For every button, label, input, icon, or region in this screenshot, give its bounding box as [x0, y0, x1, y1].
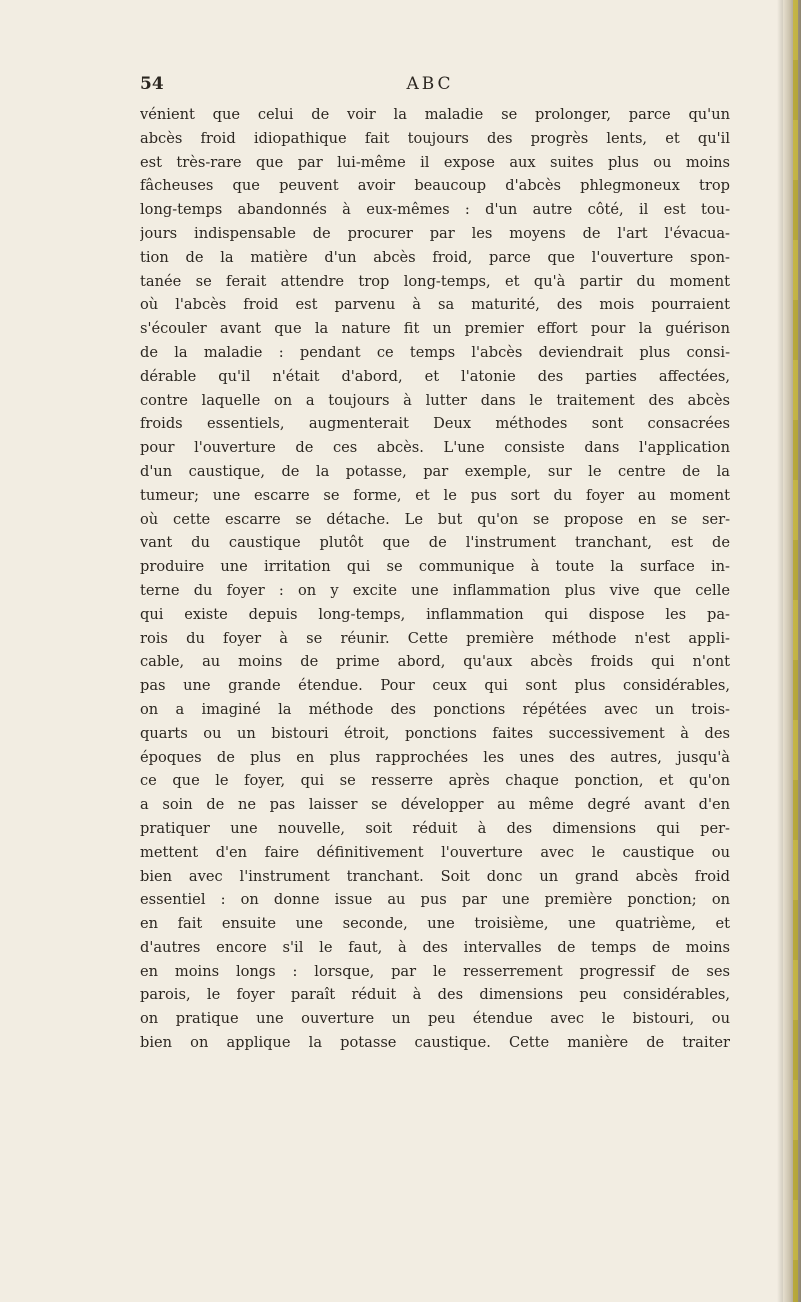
text-line: vant du caustique plutôt que de l'instrument tranchant, est de — [140, 534, 730, 552]
text-line: contre laquelle on a toujours à lutter dans le traitement des abcès — [140, 391, 730, 409]
text-line: froids essentiels, augmenterait Deux méthodes sont consacrées — [140, 415, 730, 433]
text-line: bien avec l'instrument tranchant. Soit donc un grand abcès froid — [140, 867, 730, 885]
book-spine — [783, 0, 801, 1302]
text-line: long-temps abandonnés à eux-mêmes : d'un autre côté, il est tou- — [140, 201, 730, 219]
text-line: bien on applique la potasse caustique. Cette manière de traiter — [140, 1034, 730, 1052]
text-line: ce que le foyer, qui se resserre après chaque ponction, et qu'on — [140, 772, 730, 790]
text-line: on pratique une ouverture un peu étendue avec le bistouri, ou — [140, 1010, 730, 1028]
page-number: 54 — [140, 74, 164, 94]
text-line: où l'abcès froid est parvenu à sa maturité, des mois pourraient — [140, 296, 730, 314]
text-line: s'écouler avant que la nature fit un premier effort pour la guérison — [140, 320, 730, 338]
text-line: de la maladie : pendant ce temps l'abcès deviendrait plus consi- — [140, 343, 730, 361]
text-line: parois, le foyer paraît réduit à des dimensions peu considérables, — [140, 986, 730, 1004]
text-line: pas une grande étendue. Pour ceux qui sont plus considérables, — [140, 677, 730, 695]
text-line: cable, au moins de prime abord, qu'aux abcès froids qui n'ont — [140, 653, 730, 671]
text-line: pratiquer une nouvelle, soit réduit à des dimensions qui per- — [140, 819, 730, 837]
text-line: on a imaginé la méthode des ponctions répétées avec un trois- — [140, 700, 730, 718]
text-line: essentiel : on donne issue au pus par une première ponction; on — [140, 891, 730, 909]
spine-binding-stripe — [793, 0, 798, 1302]
running-head: ABC — [406, 74, 454, 94]
text-line: mettent d'en faire définitivement l'ouverture avec le caustique ou — [140, 843, 730, 861]
text-line: terne du foyer : on y excite une inflammation plus vive que celle — [140, 581, 730, 599]
text-line: quarts ou un bistouri étroit, ponctions faites successivement à des — [140, 724, 730, 742]
text-line: jours indispensable de procurer par les moyens de l'art l'évacua- — [140, 224, 730, 242]
text-line: rois du foyer à se réunir. Cette première méthode n'est appli- — [140, 629, 730, 647]
text-line: tion de la matière d'un abcès froid, parce que l'ouverture spon- — [140, 248, 730, 266]
text-line: produire une irritation qui se communique à toute la surface in- — [140, 558, 730, 576]
text-line: d'un caustique, de la potasse, par exemple, sur le centre de la — [140, 462, 730, 480]
text-line: tumeur; une escarre se forme, et le pus sort du foyer au moment — [140, 486, 730, 504]
text-line: dérable qu'il n'était d'abord, et l'atonie des parties affectées, — [140, 367, 730, 385]
text-line: a soin de ne pas laisser se développer au même degré avant d'en — [140, 796, 730, 814]
text-line: où cette escarre se détache. Le but qu'on se propose en se ser- — [140, 510, 730, 528]
text-line: en fait ensuite une seconde, une troisième, une quatrième, et — [140, 915, 730, 933]
text-line: d'autres encore s'il le faut, à des intervalles de temps de moins — [140, 938, 730, 956]
text-line: qui existe depuis long-temps, inflammation qui dispose les pa- — [140, 605, 730, 623]
text-line: est très-rare que par lui-même il expose aux suites plus ou moins — [140, 153, 730, 171]
page-header — [140, 74, 720, 100]
text-line: vénient que celui de voir la maladie se prolonger, parce qu'un — [140, 106, 730, 123]
body-text — [140, 103, 730, 1055]
text-line: fâcheuses que peuvent avoir beaucoup d'abcès phlegmoneux trop — [140, 177, 730, 195]
text-line: tanée se ferait attendre trop long-temps, et qu'à partir du moment — [140, 272, 730, 290]
text-line: époques de plus en plus rapprochées les unes des autres, jusqu'à — [140, 748, 730, 766]
text-line: abcès froid idiopathique fait toujours des progrès lents, et qu'il — [140, 129, 730, 147]
text-line: en moins longs : lorsque, par le resserrement progressif de ses — [140, 962, 730, 980]
text-line: pour l'ouverture de ces abcès. L'une consiste dans l'application — [140, 439, 730, 457]
